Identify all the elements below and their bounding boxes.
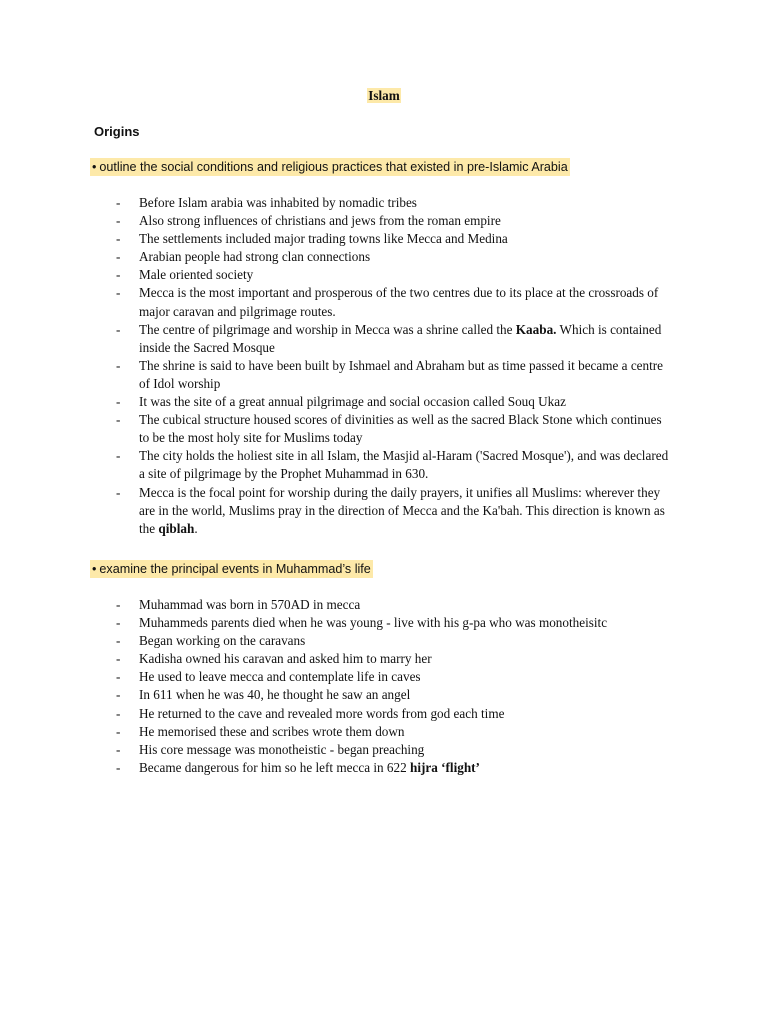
list-item-text: Became dangerous for him so he left mecca in 622 [139, 759, 410, 775]
list-item-text: Muhammeds parents died when he was young - live with his g-pa who was monotheisitc [139, 615, 608, 631]
dash-marker: - [116, 195, 121, 210]
list-item-text-tail: . [194, 520, 198, 536]
dash-marker: - [116, 249, 121, 265]
prompt-origins [90, 158, 570, 176]
list-item [0, 212, 674, 230]
list-item-emphasis: hijra ‘flight’ [409, 759, 480, 775]
prompt-text: examine the principal events in Muhammad’s life [99, 562, 371, 576]
document-title: Islam [368, 88, 400, 103]
list-item-text: He returned to the cave and revealed more words from god each time [139, 705, 505, 721]
dash-marker: - [116, 357, 121, 373]
dash-marker: - [116, 759, 121, 775]
dash-marker: - [116, 213, 121, 229]
dash-marker: - [116, 597, 121, 612]
prompt-muhammad [90, 560, 373, 578]
list-item-text: Muhammad was born in 570AD in mecca [139, 597, 361, 612]
list-item-text: Before Islam arabia was inhabited by nomadic tribes [139, 195, 417, 210]
list-item [0, 357, 674, 393]
dash-marker: - [116, 741, 121, 757]
dash-marker: - [116, 231, 121, 247]
section-heading: Origins [94, 124, 140, 139]
list-item [0, 194, 674, 212]
list-item [0, 230, 674, 248]
dash-marker: - [116, 669, 121, 685]
prompt-text: outline the social conditions and religious practices that existed in pre-Islamic Arabia [99, 160, 568, 174]
list-item-text: Arabian people had strong clan connections [139, 249, 371, 265]
dash-marker: - [116, 615, 121, 631]
list-item [0, 411, 674, 447]
list-item-text: In 611 when he was 40, he thought he saw an angel [139, 687, 411, 703]
list-item [0, 632, 674, 650]
list-item-text: Mecca is the focal point for worship during the daily prayers, it unifies all Muslims: wherever they are in the world, Muslims pray in the direction of Mecca and the Ka'bah. This direction is known as the [139, 484, 665, 536]
list-item-text: Kadisha owned his caravan and asked him to marry her [139, 651, 432, 667]
list-item-emphasis: Kaaba. [515, 321, 557, 337]
bullet-icon: • [92, 160, 97, 174]
list-item-text: The cubical structure housed scores of divinities as well as the sacred Black Stone which continues to be the most holy site for Muslims today [139, 412, 662, 446]
list-item-text: Male oriented society [139, 267, 254, 283]
list-item-text: It was the site of a great annual pilgrimage and social occasion called Souq Ukaz [139, 394, 566, 410]
list-item [0, 248, 674, 266]
list-item-text: He memorised these and scribes wrote them down [139, 723, 405, 739]
list-item [0, 723, 674, 741]
list-item-text: The city holds the holiest site in all Islam, the Masjid al-Haram ('Sacred Mosque'), and was declared a site of pilgrimage by the Prophet Muhammad in 630. [139, 448, 669, 482]
list-item [0, 668, 674, 686]
dash-marker: - [116, 321, 121, 337]
dash-marker: - [116, 687, 121, 703]
muhammad-life-list [0, 596, 768, 777]
dash-marker: - [116, 651, 121, 667]
list-item-text: Mecca is the most important and prosperous of the two centres due to its place at the crossroads of major caravan and pilgrimage routes. [139, 285, 659, 319]
list-item-text: The centre of pilgrimage and worship in Mecca was a shrine called the [139, 321, 516, 337]
list-item-text-tail: Which is contained inside the Sacred Mosque [139, 321, 662, 355]
list-item [0, 393, 674, 411]
list-item [0, 484, 674, 538]
list-item-text: Began working on the caravans [139, 633, 306, 649]
list-item [0, 759, 674, 777]
dash-marker: - [116, 723, 121, 739]
list-item-emphasis: qiblah [158, 520, 195, 536]
list-item [0, 284, 674, 320]
dash-marker: - [116, 448, 121, 464]
dash-marker: - [116, 705, 121, 721]
dash-marker: - [116, 633, 121, 649]
list-item [0, 321, 674, 357]
dash-marker: - [116, 412, 121, 428]
dash-marker: - [116, 267, 121, 283]
list-item-text: His core message was monotheistic - began preaching [139, 741, 425, 757]
list-item [0, 741, 674, 759]
list-item-text: The settlements included major trading towns like Mecca and Medina [139, 231, 508, 247]
dash-marker: - [116, 484, 121, 500]
list-item [0, 686, 674, 704]
list-item [0, 614, 674, 632]
list-item [0, 596, 674, 614]
list-item [0, 705, 674, 723]
dash-marker: - [116, 394, 121, 410]
document-title-wrap [0, 88, 768, 104]
bullet-icon: • [92, 562, 97, 576]
list-item [0, 266, 674, 284]
list-item-text: Also strong influences of christians and jews from the roman empire [139, 213, 501, 229]
list-item [0, 650, 674, 668]
list-item [0, 447, 674, 483]
list-item-text: He used to leave mecca and contemplate life in caves [139, 669, 421, 685]
dash-marker: - [116, 285, 121, 301]
list-item-text: The shrine is said to have been built by Ishmael and Abraham but as time passed it became a centre of Idol worship [139, 357, 664, 391]
origins-list [0, 194, 768, 538]
